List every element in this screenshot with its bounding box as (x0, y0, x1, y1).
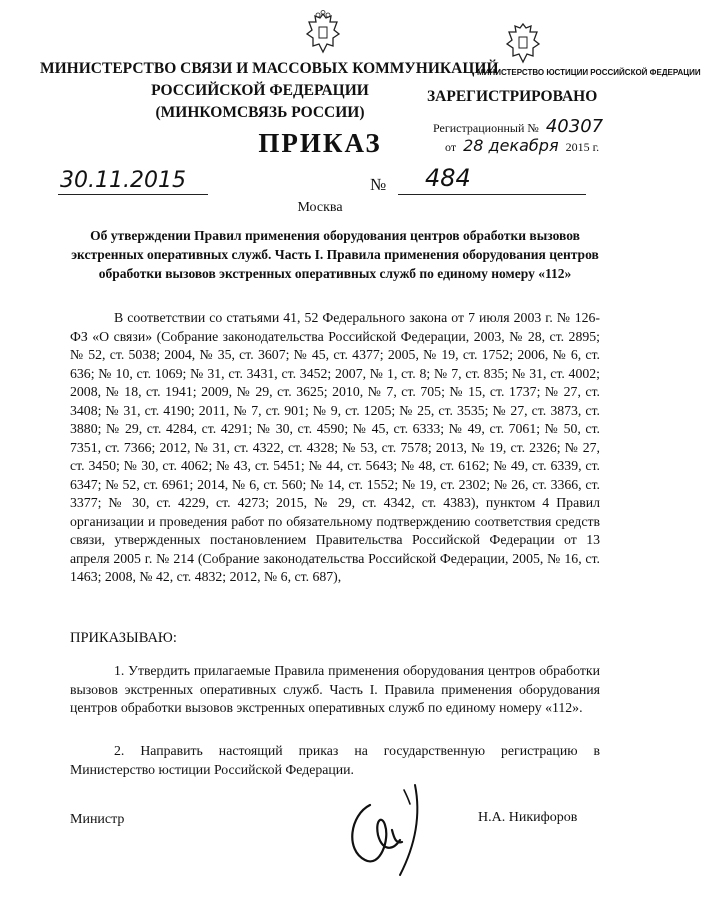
order-word: ПРИКАЗЫВАЮ: (70, 630, 177, 646)
stamp-emblem-icon (503, 20, 543, 66)
order-number-label: № (370, 175, 387, 194)
order-number: 484 (425, 164, 471, 192)
signatory-role: Министр (70, 812, 125, 827)
stamp-reg-label: Регистрационный № (433, 121, 539, 135)
order-date: 30.11.2015 (60, 168, 186, 193)
ministry-line-3: (МИНКОМСВЯЗЬ РОССИИ) (155, 104, 365, 121)
stamp-year: 2015 (565, 140, 590, 154)
document-title: ПРИКАЗ (258, 128, 382, 158)
stamp-ministry-text: МИНИСТЕРСТВО ЮСТИЦИИ РОССИЙСКОЙ ФЕДЕРАЦИИ (477, 68, 701, 77)
stamp-year-suffix: г. (592, 140, 600, 154)
order-subject: Об утверждении Правил применения оборудования центров обработки вызовов экстренных оперативных служб. Часть I. Правила применения оборудования центров обработки вызовов экстренных оперативных служб по единому номеру «112» (71, 228, 599, 281)
ministry-line-2: РОССИЙСКОЙ ФЕДЕРАЦИИ (151, 82, 369, 99)
stamp-date-value: 28 декабря (463, 136, 559, 155)
stamp-registered: ЗАРЕГИСТРИРОВАНО (427, 88, 598, 105)
handwritten-signature (330, 780, 460, 880)
order-date-underline (58, 194, 208, 195)
order-item-2: 2. Направить настоящий приказ на государственную регистрацию в Министерство юстиции Российской Федерации. (70, 743, 600, 777)
ministry-header (40, 58, 499, 124)
city: Москва (297, 200, 343, 215)
stamp-reg-number: 40307 (545, 116, 604, 137)
preamble-paragraph: В соответствии со статьями 41, 52 Федерального закона от 7 июля 2003 г. № 126-ФЗ «О связи» (Собрание законодательства Российской Федерации, 2003, № 28, ст. 2895; № 52, ст. 5038; 2004, № 35, ст. 3607; № 45, ст. 4377; 2005, № 19, ст. 1752; 2006, № 6, ст. 636; № 10, ст. 1069; № 31, ст. 3431, ст. 3452; 2007, № 1, ст. 8; № 7, ст. 835; № 31, ст. 4002; 2008, № 18, ст. 1941; 2009, № 29, ст. 3625; 2010, № 7, ст. 705; № 15, ст. 1737; № 27, ст. 3408; № 31, ст. 4190; 2011, № 7, ст. 901; № 9, ст. 1205; № 25, ст. 3535; № 27, ст. 3873, ст. 3880; № 29, ст. 4284, ст. 4291; № 30, ст. 4590; № 45, ст. 6333; № 49, ст. 7061; № 50, ст. 7351, ст. 7366; 2012, № 31, ст. 4322, ст. 4328; № 53, ст. 7578; 2013, № 19, ст. 2326; № 27, ст. 3450; № 30, ст. 4062; № 43, ст. 5451; № 44, ст. 5643; № 48, ст. 6162; № 49, ст. 6339, ст. 6347; № 52, ст. 6961; 2014, № 6, ст. 560; № 14, ст. 1552; № 19, ст. 2302; № 26, ст. 3366, ст. 3377; № 30, ст. 4229, ст. 4273; 2015, № 29, ст. 4342, ст. 4383), пунктом 4 Правил организации и проведения работ по обязательному подтверждению соответствия средств связи, утвержденных постановлением Правительства Российской Федерации от 13 апреля 2005 г. № 214 (Собрание законодательства Российской Федерации, 2005, № 16, ст. 1463; 2008, № 42, ст. 4832; 2012, № 6, ст. 687), (70, 310, 600, 584)
order-number-underline (398, 194, 586, 195)
coat-of-arms-emblem (303, 10, 343, 56)
ministry-line-1: МИНИСТЕРСТВО СВЯЗИ И МАССОВЫХ КОММУНИКАЦИЙ (40, 60, 499, 77)
order-item-1: 1. Утвердить прилагаемые Правила применения оборудования центров обработки вызовов экстренных оперативных служб. Часть I. Правила применения оборудования центров обработки вызовов экстренных оперативных служб по единому номеру «112». (70, 663, 600, 715)
signatory-name: Н.А. Никифоров (478, 810, 578, 825)
stamp-date-prefix: от (445, 140, 457, 154)
